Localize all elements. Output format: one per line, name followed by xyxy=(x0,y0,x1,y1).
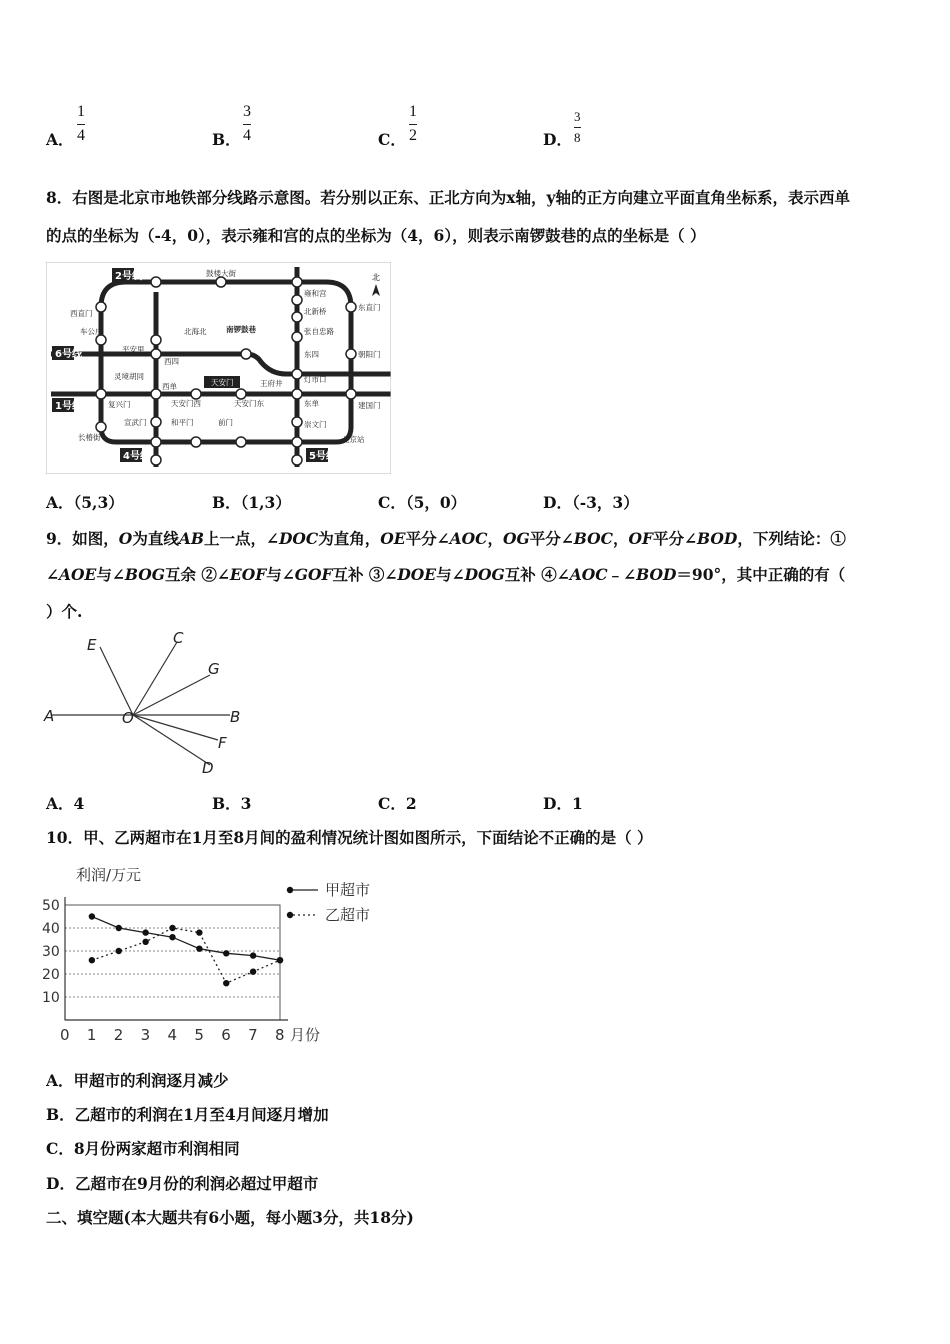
point-label-f: F xyxy=(218,734,227,752)
chart-data-point xyxy=(89,913,95,919)
q10-option-c: C．8月份两家超市利润相同 xyxy=(46,1139,240,1158)
station-label-xisi: 西四 xyxy=(164,357,179,366)
q9-text: 9．如图， xyxy=(46,529,119,548)
point-label-e: E xyxy=(87,636,97,654)
line-2-badge-text: 2号线 xyxy=(115,271,142,282)
chart-data-point xyxy=(196,929,202,935)
legend-marker-icon xyxy=(287,912,293,918)
chart-xtick-label: 5 xyxy=(194,1026,204,1044)
chart-data-point xyxy=(142,929,148,935)
q7-option-b-label: B． xyxy=(212,130,241,149)
q9-text: ∠ xyxy=(46,565,59,584)
chart-ytick-label: 30 xyxy=(42,944,60,960)
station-label-tiananmendong: 天安门东 xyxy=(234,399,264,408)
chart-ylabel: 利润/万元 xyxy=(76,866,142,884)
legend-label: 甲超市 xyxy=(325,881,371,899)
chart-data-point xyxy=(169,934,175,940)
station-label-gulou: 鼓楼大街 xyxy=(206,269,236,278)
chart-data-point xyxy=(116,948,122,954)
chart-ytick-label: 20 xyxy=(42,967,60,983)
station-label-pinganli: 平安里 xyxy=(122,345,145,354)
chart-xlabel: 月份 xyxy=(290,1026,321,1044)
station-icon xyxy=(151,277,161,287)
station-icon xyxy=(236,389,246,399)
q9-text: 平分∠ xyxy=(405,529,450,548)
fraction-denominator: 4 xyxy=(243,126,251,144)
q7-option-c-fraction xyxy=(409,104,417,145)
chart-xtick-label: 0 xyxy=(60,1026,70,1044)
q9-text: 互补 ③∠ xyxy=(332,565,398,584)
station-label-zhangzizhonglu: 张自忠路 xyxy=(304,327,334,336)
point-label-a: A xyxy=(44,707,55,725)
chart-ytick-label: 10 xyxy=(42,990,60,1006)
q9-math: AOC xyxy=(449,529,488,548)
q9-stem-line2 xyxy=(46,563,845,585)
station-label-jianguomen: 建国门 xyxy=(358,401,381,410)
station-icon xyxy=(191,437,201,447)
chart-ytick-label: 50 xyxy=(42,898,60,914)
q9-stem-line3: ）个. xyxy=(46,602,83,621)
q9-math: EOF xyxy=(229,565,267,584)
chart-frame xyxy=(65,905,280,1020)
station-icon xyxy=(292,437,302,447)
station-label-dongdan: 东单 xyxy=(304,399,319,408)
station-label-xizhimen: 西直门 xyxy=(70,309,93,318)
q9-text: 为直角， xyxy=(318,529,381,548)
station-label-nanluoguxiang: 南锣鼓巷 xyxy=(226,325,256,334)
chart-data-point xyxy=(116,925,122,931)
station-label-wangfujing: 王府井 xyxy=(260,379,283,388)
station-label-dongzhimen: 东直门 xyxy=(358,303,381,312)
fraction-denominator: 4 xyxy=(77,126,85,144)
station-label-dongsi: 东四 xyxy=(304,350,319,359)
point-label-b: B xyxy=(230,708,241,726)
station-label-chongwenmen: 崇文门 xyxy=(304,420,327,429)
station-icon xyxy=(292,369,302,379)
station-label-beihaibei: 北海北 xyxy=(184,327,207,336)
ray-od xyxy=(133,715,210,765)
fraction-numerator: 1 xyxy=(77,103,85,120)
station-icon xyxy=(292,389,302,399)
fraction-denominator: 2 xyxy=(409,126,417,144)
q9-option-d: D．1 xyxy=(543,794,583,813)
chart-xtick-label: 1 xyxy=(86,1026,97,1044)
station-icon xyxy=(346,349,356,359)
station-label-qianmen: 前门 xyxy=(218,418,233,427)
q9-stem-line1 xyxy=(46,527,846,549)
q8-option-a: A．（5,3） xyxy=(46,493,124,512)
station-icon xyxy=(151,455,161,465)
station-icon xyxy=(236,437,246,447)
line-5-badge-text: 5号线 xyxy=(309,451,336,462)
q9-option-a: A．4 xyxy=(46,794,85,813)
q9-math: GOF xyxy=(294,565,333,584)
station-icon xyxy=(151,335,161,345)
station-icon xyxy=(292,332,302,342)
q10-option-b: B．乙超市的利润在1月至4月间逐月增加 xyxy=(46,1105,329,1124)
station-icon xyxy=(96,389,106,399)
q9-math: AB xyxy=(178,529,204,548)
q9-text: 互余 ②∠ xyxy=(164,565,230,584)
q9-math: DOC xyxy=(278,529,319,548)
station-icon xyxy=(346,302,356,312)
q9-text: ，下列结论：① xyxy=(737,529,846,548)
q9-math: DOG xyxy=(464,565,505,584)
station-label-xuanwumen: 宣武门 xyxy=(124,418,147,427)
station-icon xyxy=(96,422,106,432)
q9-math: AOC xyxy=(569,565,608,584)
q7-option-d-fraction xyxy=(574,110,581,144)
q7-option-c-label: C． xyxy=(378,130,406,149)
station-icon xyxy=(346,389,356,399)
station-icon xyxy=(191,389,201,399)
chart-xtick-label: 8 xyxy=(275,1026,285,1044)
q9-option-c: C．2 xyxy=(378,794,417,813)
station-label-xidan: 西单 xyxy=(162,382,177,391)
station-label-tiananmenxi: 天安门西 xyxy=(171,399,201,408)
q9-text: 与∠ xyxy=(436,565,465,584)
q9-math: BOG xyxy=(124,565,165,584)
station-icon xyxy=(96,302,106,312)
point-label-c: C xyxy=(173,629,184,647)
q7-option-a-fraction xyxy=(77,104,85,145)
fraction-numerator: 3 xyxy=(243,103,251,120)
chart-data-point xyxy=(223,980,229,986)
line-6-badge-text: 6号线 xyxy=(55,349,82,360)
station-label-chegongzhuang: 车公庄 xyxy=(80,327,103,336)
station-icon xyxy=(292,312,302,322)
q10-stem: 10．甲、乙两超市在1月至8月间的盈利情况统计图如图所示，下面结论不正确的是（ ） xyxy=(46,828,653,847)
station-label-fuxingmen: 复兴门 xyxy=(108,400,131,409)
station-label-changchunjie: 长椿街 xyxy=(78,433,101,442)
legend-marker-icon xyxy=(287,887,293,893)
station-icon xyxy=(96,335,106,345)
q9-math: BOD xyxy=(697,529,738,548)
station-label-beijingzhan: 北京站 xyxy=(342,435,365,444)
chart-data-point xyxy=(196,946,202,952)
chart-xtick-label: 6 xyxy=(221,1026,231,1044)
fraction-numerator: 1 xyxy=(409,103,417,120)
station-label-hepingmen: 和平门 xyxy=(171,418,194,427)
station-label-dengshikou: 灯市口 xyxy=(304,375,327,384)
q8-option-b: B．（1,3） xyxy=(212,493,291,512)
q8-option-c: C．（5，0） xyxy=(378,493,467,512)
point-label-o: O xyxy=(122,709,134,727)
station-icon xyxy=(151,349,161,359)
station-label-tiananmen: 天安门 xyxy=(211,378,234,387)
q8-stem-line1: 8．右图是北京市地铁部分线路示意图。若分别以正东、正北方向为x轴，y轴的正方向建立平面直角坐标系，表示西单 xyxy=(46,188,851,207)
fraction-numerator: 3 xyxy=(574,109,581,124)
q7-option-b-fraction xyxy=(243,104,251,145)
station-icon xyxy=(151,389,161,399)
chart-xtick-label: 3 xyxy=(140,1026,151,1044)
q7-option-a-label: A． xyxy=(46,130,74,149)
q9-math: BOD xyxy=(636,565,677,584)
legend-label: 乙超市 xyxy=(325,906,371,924)
q9-math: DOE xyxy=(397,565,437,584)
chart-xtick-label: 2 xyxy=(113,1026,124,1044)
q9-text: 与∠ xyxy=(266,565,295,584)
q8-option-d: D．（-3，3） xyxy=(543,493,639,512)
q10-option-a: A．甲超市的利润逐月减少 xyxy=(46,1071,229,1090)
subway-map xyxy=(46,262,391,474)
station-icon xyxy=(292,277,302,287)
profit-line-chart xyxy=(40,860,400,1050)
q8-stem-line2: 的点的坐标为（-4，0），表示雍和宫的点的坐标为（4，6），则表示南锣鼓巷的点的坐标是（ ） xyxy=(46,226,706,245)
line-4-badge-text: 4号线 xyxy=(123,451,150,462)
angle-diagram xyxy=(40,625,260,780)
section-2-heading: 二、填空题(本大题共有6小题，每小题3分，共18分) xyxy=(46,1208,414,1227)
q9-text: 平分∠ xyxy=(653,529,697,548)
line-1-badge-text: 1号线 xyxy=(55,401,82,412)
fraction-denominator: 8 xyxy=(574,129,581,145)
q9-math: OG xyxy=(502,529,530,548)
chart-xtick-label: 7 xyxy=(248,1026,258,1044)
chart-data-point xyxy=(250,952,256,958)
q9-text: ， xyxy=(612,529,629,548)
station-icon xyxy=(151,437,161,447)
q9-text: ＝90°，其中正确的有（ xyxy=(676,565,846,584)
station-icon xyxy=(216,277,226,287)
ray-oe xyxy=(100,647,133,715)
q9-text: 与∠ xyxy=(96,565,125,584)
chart-data-point xyxy=(223,950,229,956)
chart-data-point xyxy=(89,957,95,963)
q9-text: 上一点，∠ xyxy=(203,529,279,548)
q9-text: 互补 ④∠ xyxy=(504,565,570,584)
station-icon xyxy=(241,349,251,359)
station-icon xyxy=(292,417,302,427)
chart-data-point xyxy=(142,939,148,945)
q9-text: ， xyxy=(487,529,503,548)
chart-data-point xyxy=(169,925,175,931)
q9-text: 平分∠ xyxy=(529,529,574,548)
station-icon xyxy=(292,295,302,305)
q10-option-d: D．乙超市在9月份的利润必超过甲超市 xyxy=(46,1174,319,1193)
q9-option-b: B．3 xyxy=(212,794,252,813)
station-icon xyxy=(292,455,302,465)
chart-ytick-label: 40 xyxy=(42,921,60,937)
point-label-d: D xyxy=(202,759,214,777)
station-label-beixinqiao: 北新桥 xyxy=(304,307,327,316)
q7-option-d-label: D． xyxy=(543,130,572,149)
q9-math: OE xyxy=(380,529,406,548)
chart-data-point xyxy=(277,957,283,963)
point-label-g: G xyxy=(208,660,220,678)
north-label: 北 xyxy=(372,273,380,282)
station-icon xyxy=(151,417,161,427)
q9-math: OF xyxy=(628,529,653,548)
q9-math: BOC xyxy=(573,529,613,548)
q9-math: AOE xyxy=(59,565,97,584)
q9-text: 为直线 xyxy=(132,529,179,548)
q9-text: ﹣∠ xyxy=(607,565,637,584)
ray-of xyxy=(133,715,218,740)
chart-xtick-label: 4 xyxy=(167,1026,178,1044)
q9-math: O xyxy=(118,529,133,548)
station-label-yonghegong: 雍和宫 xyxy=(304,289,327,298)
chart-data-point xyxy=(250,969,256,975)
station-label-chaoyangmen: 朝阳门 xyxy=(358,350,381,359)
station-label-lingjinghutong: 灵境胡同 xyxy=(114,372,144,381)
